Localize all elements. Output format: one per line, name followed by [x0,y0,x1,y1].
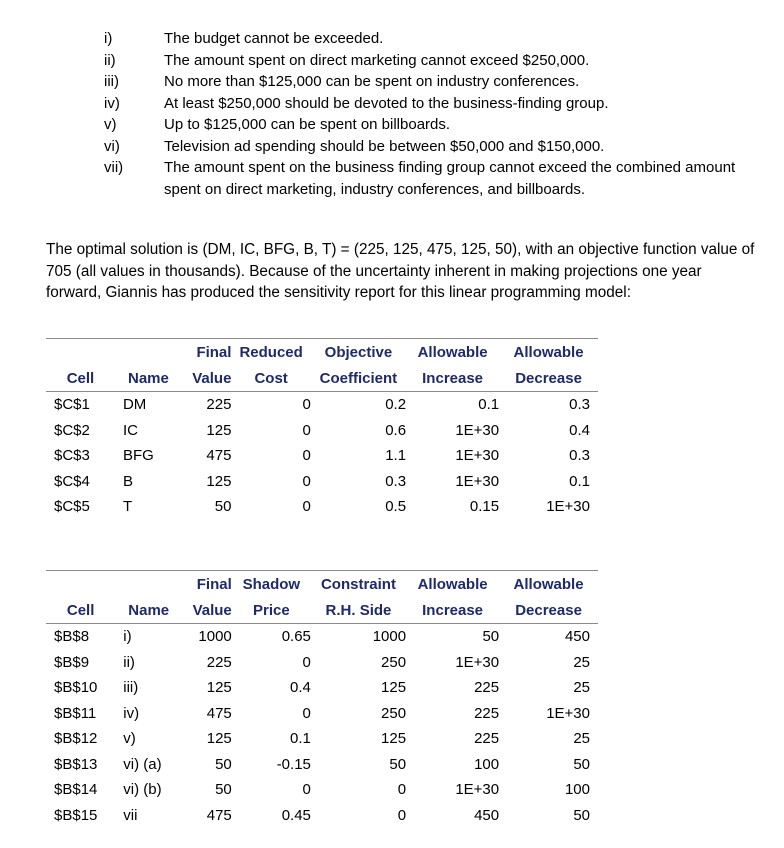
table-cell: 0 [302,396,311,414]
header-cell: Price [232,597,311,624]
table-cell: 0.4 [569,421,590,439]
table-cell: 0.3 [385,472,407,490]
table-cell: 1E+30 [546,704,590,722]
constraint-item [0,93,784,115]
table-cell: -0.15 [276,755,311,773]
table-cell: 0.2 [385,396,407,414]
table-cell: 50 [389,755,407,773]
table-cell: BFG [122,447,154,465]
table-cell: DM [122,396,147,414]
table-cell: 0 [302,447,311,465]
table-cell: 450 [564,628,590,646]
table-cell: iv) [123,704,140,722]
table-row [46,624,598,650]
table-cell: 50 [573,806,590,824]
header-cell: Value [182,365,232,392]
constraint-item [0,114,784,136]
table-cell: $C$3 [54,447,90,465]
table-cell: 125 [206,679,232,697]
table-cell: B [122,472,133,490]
table-cell: $C$1 [54,396,90,414]
constraint-text: Television ad spending should be between $50,000 and $150,000. [164,137,605,155]
table-row [46,803,598,829]
table-cell: 225 [474,704,500,722]
constraint-number: iv) [104,94,120,112]
table-header-row [46,365,598,392]
table-cell: $B$15 [54,806,98,824]
header-cell: Reduced [231,339,310,366]
header-cell: Cell [46,365,115,392]
constraints-table [46,570,598,828]
table-cell: 0.45 [281,806,311,824]
constraint-item [0,157,784,200]
header-cell: Allowable [406,339,499,366]
table-header-row [46,571,598,598]
header-cell [46,339,115,366]
header-cell: Final [182,339,232,366]
table-cell: 0 [397,806,407,824]
constraint-number: ii) [104,51,116,69]
table-row [46,777,598,803]
table-cell: 50 [482,628,500,646]
table-cell: 450 [474,806,500,824]
table-cell: 0.1 [569,472,590,490]
table-cell: 1E+30 [455,447,500,465]
header-cell: Allowable [499,339,598,366]
table-cell: 1E+30 [455,421,500,439]
table-cell: 100 [564,781,590,799]
table-cell: $B$8 [54,628,90,646]
table-header-row [46,339,598,366]
table-cell: 0 [302,498,311,516]
table-cell: i) [123,628,132,646]
table-cell: 25 [573,730,590,748]
table-cell: 100 [474,755,500,773]
header-cell: Name [115,365,182,392]
header-cell: Allowable [406,571,499,598]
table-cell: $C$5 [54,498,90,516]
table-cell: 25 [573,653,590,671]
table-cell: $B$14 [54,781,98,799]
table-cell: 0 [302,781,311,799]
table-cell: 475 [206,704,232,722]
table-cell: 125 [206,730,232,748]
table-cell: 225 [474,730,500,748]
constraint-number: vii) [104,159,124,176]
header-cell: Name [115,597,182,624]
table-cell: 0.15 [469,498,500,516]
header-cell: Final [182,571,232,598]
table-cell: 125 [381,679,407,697]
table-cell: $B$12 [54,730,98,748]
table-cell: 1E+30 [455,472,500,490]
table-row [46,650,598,676]
table-cell: 0.6 [385,421,407,439]
header-cell: Allowable [499,571,598,598]
header-cell: Increase [406,597,499,624]
table-cell: 0.5 [385,498,407,516]
header-cell: Cell [46,597,115,624]
constraint-number: iii) [104,73,119,90]
header-cell [115,339,182,366]
header-cell: Value [182,597,232,624]
table-cell: 125 [381,730,407,748]
table-cell: 50 [215,755,232,773]
table-cell: 225 [474,679,500,697]
table-cell: vii [123,806,138,824]
constraints-list [0,28,784,200]
header-cell: Decrease [499,365,598,392]
table-cell: 0 [397,781,407,799]
constraint-text: The amount spent on direct marketing cannot exceed $250,000. [164,51,590,69]
constraint-text: No more than $125,000 can be spent on industry conferences. [164,73,580,90]
table-cell: 225 [206,653,232,671]
constraint-item [0,28,784,50]
table-cell: 25 [573,679,590,697]
table-row [46,675,598,701]
constraint-number: v) [104,116,117,133]
constraint-number: vi) [104,137,120,155]
table-cell: 1E+30 [546,498,590,516]
header-cell [115,571,182,598]
header-cell: R.H. Side [311,597,406,624]
table-row [46,469,598,495]
table-cell: $C$4 [54,472,90,490]
table-cell: 0.3 [569,447,590,465]
table-header-row [46,597,598,624]
table-cell: 0 [302,472,311,490]
table-cell: vi) (a) [123,755,162,773]
constraint-item [0,50,784,72]
header-cell: Cost [231,365,310,392]
table-cell: 0.1 [290,730,311,748]
constraint-text: The budget cannot be exceeded. [164,30,384,47]
table-cell: $C$2 [54,421,90,439]
header-cell: Decrease [499,597,598,624]
constraint-text: Up to $125,000 can be spent on billboards. [164,116,451,133]
header-cell: Shadow [232,571,311,598]
table-cell: 125 [206,421,232,439]
table-cell: $B$9 [54,653,90,671]
table-cell: vi) (b) [123,781,162,799]
table-cell: IC [122,421,138,439]
table-cell: 1.1 [385,447,407,465]
header-cell [46,571,115,598]
table-cell: 125 [206,472,232,490]
header-cell: Increase [406,365,499,392]
table-row [46,701,598,727]
table-cell: 225 [206,396,232,414]
table-cell: 1E+30 [455,781,500,799]
table-cell: $B$11 [54,704,97,722]
table-cell: 1000 [198,628,232,646]
table-cell: 0.4 [290,679,311,697]
table-cell: 50 [573,755,590,773]
table-row [46,726,598,752]
table-cell: $B$13 [54,755,98,773]
table-row [46,443,598,469]
table-cell: 475 [206,806,232,824]
table-cell: $B$10 [54,679,98,697]
header-cell: Objective [311,339,406,366]
table-cell: ii) [123,653,135,671]
table-cell: 50 [214,498,232,516]
constraint-text: At least $250,000 should be devoted to the business-finding group. [164,94,609,112]
table-cell: 0.1 [478,396,500,414]
solution-paragraph: The optimal solution is (DM, IC, BFG, B, T) = (225, 125, 475, 125, 50), with an objective function value of 705 (all values in thousands). Because of the uncertainty inherent in making projections one year forward, Giannis has produced the sensitivity report for this linear programming model: [46,241,755,302]
table-cell: 0 [302,421,311,439]
table-cell: 0 [302,704,311,722]
header-cell: Coefficient [311,365,406,392]
table-cell: 0 [302,653,311,671]
table-cell: iii) [123,679,139,697]
header-cell: Constraint [311,571,406,598]
constraint-item [0,71,784,93]
table-row [46,418,598,444]
table-cell: 0.3 [569,396,590,414]
constraint-number: i) [104,30,113,47]
table-cell: 0.65 [281,628,311,646]
table-row [46,752,598,778]
constraint-item [0,136,784,158]
constraint-text: The amount spent on the business finding group cannot exceed the combined amount spent on direct marketing, industry conferences, and billboards. [164,159,736,198]
table-cell: T [122,498,133,516]
table-cell: 50 [215,781,232,799]
table-cell: 1000 [372,628,407,646]
table-cell: 250 [381,704,407,722]
variable-cells-table [46,338,598,520]
table-row [46,392,598,418]
table-row [46,494,598,520]
table-cell: 1E+30 [455,653,500,671]
table-cell: v) [123,730,136,748]
table-cell: 475 [206,447,232,465]
table-cell: 250 [381,653,407,671]
